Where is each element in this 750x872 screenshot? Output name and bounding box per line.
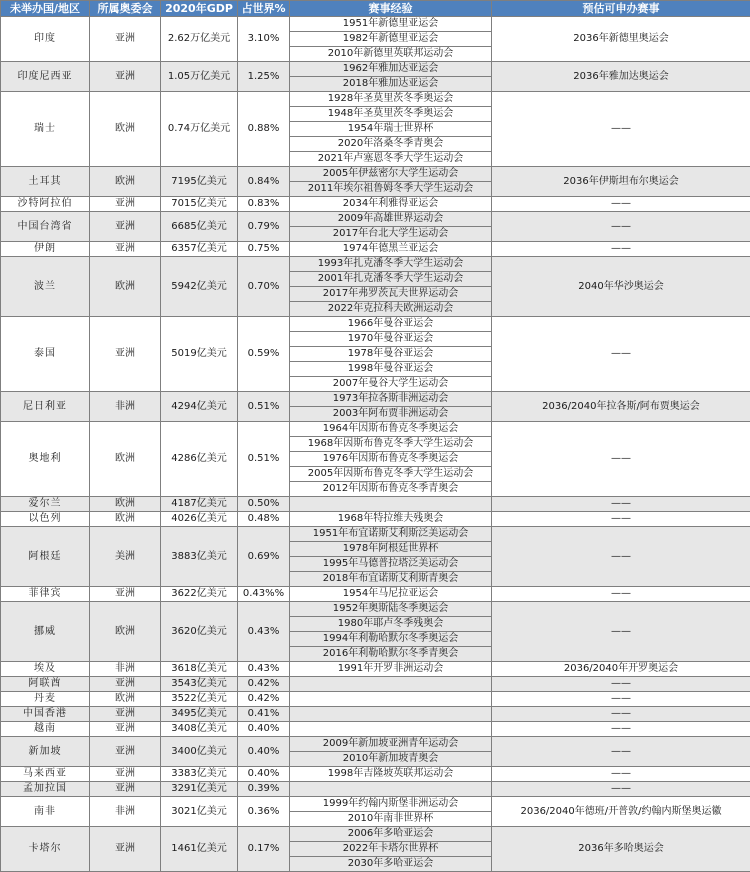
committee-cell: 亚洲 [90,212,161,242]
committee-cell: 亚洲 [90,707,161,722]
future-event-cell: —— [492,767,750,782]
event-cell: 2017年弗罗茨瓦夫世界运动会 [290,287,492,302]
event-cell: 1993年扎克潘冬季大学生运动会 [290,257,492,272]
future-event-cell: —— [492,92,750,167]
region-cell: 菲律宾 [1,587,90,602]
share-cell: 0.40% [238,737,290,767]
table-row [1,317,750,332]
table-row [1,212,750,227]
table-row [1,197,750,212]
share-cell: 0.48% [238,512,290,527]
committee-cell: 亚洲 [90,197,161,212]
future-event-cell: 2036年新德里奥运会 [492,17,750,62]
event-cell: 1928年圣莫里茨冬季奥运会 [290,92,492,107]
gdp-cell: 7015亿美元 [161,197,238,212]
table-row [1,62,750,77]
gdp-cell: 6685亿美元 [161,212,238,242]
gdp-cell: 7195亿美元 [161,167,238,197]
event-cell: 1976年因斯布鲁克冬季奥运会 [290,452,492,467]
event-cell: 1982年新德里亚运会 [290,32,492,47]
event-cell: 2001年扎克潘冬季大学生运动会 [290,272,492,287]
committee-cell: 欧洲 [90,167,161,197]
future-event-cell: —— [492,512,750,527]
event-cell: 2018年雅加达亚运会 [290,77,492,92]
event-cell: 2005年伊兹密尔大学生运动会 [290,167,492,182]
share-cell: 0.36% [238,797,290,827]
future-event-cell: 2036年多哈奥运会 [492,827,750,872]
event-cell: 2018年布宜诺斯艾利斯青奥会 [290,572,492,587]
event-cell: 2005年因斯布鲁克冬季大学生运动会 [290,467,492,482]
event-cell: 2017年台北大学生运动会 [290,227,492,242]
header-committee: 所属奥委会 [90,1,161,17]
future-event-cell: —— [492,722,750,737]
event-cell: 1980年耶卢冬季残奥会 [290,617,492,632]
table-row [1,602,750,617]
region-cell: 以色列 [1,512,90,527]
event-cell: 2016年利勒哈默尔冬季青奥会 [290,647,492,662]
committee-cell: 欧洲 [90,602,161,662]
region-cell: 埃及 [1,662,90,677]
event-cell [290,707,492,722]
region-cell: 新加坡 [1,737,90,767]
event-cell: 1952年奥斯陆冬季奥运会 [290,602,492,617]
region-cell: 沙特阿拉伯 [1,197,90,212]
region-cell: 阿联酋 [1,677,90,692]
committee-cell: 亚洲 [90,317,161,392]
gdp-cell: 2.62万亿美元 [161,17,238,62]
header-future: 预估可申办赛事 [492,1,750,17]
event-cell [290,677,492,692]
committee-cell: 亚洲 [90,242,161,257]
gdp-cell: 3400亿美元 [161,737,238,767]
header-row [1,1,750,17]
gdp-cell: 4187亿美元 [161,497,238,512]
event-cell: 1999年约翰内斯堡非洲运动会 [290,797,492,812]
share-cell: 0.50% [238,497,290,512]
event-cell: 1948年圣莫里茨冬季奥运会 [290,107,492,122]
future-event-cell: —— [492,677,750,692]
gdp-cell: 3622亿美元 [161,587,238,602]
share-cell: 1.25% [238,62,290,92]
region-cell: 印度尼西亚 [1,62,90,92]
share-cell: 0.39% [238,782,290,797]
event-cell: 2030年多哈亚运会 [290,857,492,872]
event-cell: 2020年洛桑冬季青奥会 [290,137,492,152]
share-cell: 0.70% [238,257,290,317]
region-cell: 孟加拉国 [1,782,90,797]
committee-cell: 欧洲 [90,422,161,497]
gdp-cell: 6357亿美元 [161,242,238,257]
committee-cell: 欧洲 [90,257,161,317]
committee-cell: 亚洲 [90,827,161,872]
gdp-cell: 1.05万亿美元 [161,62,238,92]
share-cell: 0.40% [238,767,290,782]
future-event-cell: —— [492,242,750,257]
table-row [1,662,750,677]
future-event-cell: —— [492,737,750,767]
event-cell: 1954年瑞士世界杯 [290,122,492,137]
gdp-cell: 5942亿美元 [161,257,238,317]
share-cell: 0.42% [238,692,290,707]
table-row [1,422,750,437]
share-cell: 0.69% [238,527,290,587]
committee-cell: 亚洲 [90,62,161,92]
future-event-cell: 2036/2040年拉各斯/阿布贾奥运会 [492,392,750,422]
region-cell: 挪威 [1,602,90,662]
event-cell: 1962年雅加达亚运会 [290,62,492,77]
event-cell: 2011年埃尔祖鲁姆冬季大学生运动会 [290,182,492,197]
committee-cell: 非洲 [90,797,161,827]
future-event-cell: —— [492,317,750,392]
future-event-cell: 2036年雅加达奥运会 [492,62,750,92]
future-event-cell: —— [492,422,750,497]
event-cell: 2022年克拉科夫欧洲运动会 [290,302,492,317]
gdp-cell: 3620亿美元 [161,602,238,662]
gdp-cell: 3522亿美元 [161,692,238,707]
committee-cell: 欧洲 [90,92,161,167]
event-cell: 1968年因斯布鲁克冬季大学生运动会 [290,437,492,452]
committee-cell: 亚洲 [90,17,161,62]
region-cell: 越南 [1,722,90,737]
table-row [1,257,750,272]
table-row [1,92,750,107]
region-cell: 中国香港 [1,707,90,722]
table-row [1,527,750,542]
event-cell [290,782,492,797]
share-cell: 0.43% [238,662,290,677]
table-row [1,767,750,782]
table-row [1,722,750,737]
committee-cell: 欧洲 [90,497,161,512]
future-event-cell: 2036/2040年开罗奥运会 [492,662,750,677]
table-row [1,782,750,797]
header-share: 占世界% [238,1,290,17]
committee-cell: 亚洲 [90,767,161,782]
gdp-cell: 3495亿美元 [161,707,238,722]
share-cell: 0.88% [238,92,290,167]
share-cell: 0.79% [238,212,290,242]
event-cell: 2010年南非世界杯 [290,812,492,827]
region-cell: 中国台湾省 [1,212,90,242]
gdp-cell: 3021亿美元 [161,797,238,827]
share-cell: 0.40% [238,722,290,737]
committee-cell: 亚洲 [90,677,161,692]
event-cell: 2006年多哈亚运会 [290,827,492,842]
gdp-cell: 5019亿美元 [161,317,238,392]
table-row [1,497,750,512]
event-cell: 1995年马德普拉塔泛美运动会 [290,557,492,572]
event-cell: 1994年利勒哈默尔冬季奥运会 [290,632,492,647]
future-event-cell: —— [492,527,750,587]
region-cell: 南非 [1,797,90,827]
future-event-cell: —— [492,212,750,242]
committee-cell: 亚洲 [90,782,161,797]
table-row [1,797,750,812]
gdp-cell: 3618亿美元 [161,662,238,677]
event-cell [290,722,492,737]
event-cell: 1991年开罗非洲运动会 [290,662,492,677]
future-event-cell: —— [492,497,750,512]
event-cell: 1998年吉隆坡英联邦运动会 [290,767,492,782]
future-event-cell: —— [492,692,750,707]
event-cell: 1968年特拉维夫残奥会 [290,512,492,527]
region-cell: 波兰 [1,257,90,317]
region-cell: 瑞士 [1,92,90,167]
table-row [1,587,750,602]
share-cell: 0.41% [238,707,290,722]
share-cell: 0.43% [238,602,290,662]
gdp-cell: 4294亿美元 [161,392,238,422]
table-row [1,167,750,182]
share-cell: 0.83% [238,197,290,212]
gdp-cell: 3383亿美元 [161,767,238,782]
event-cell: 2012年因斯布鲁克冬季青奥会 [290,482,492,497]
table-row [1,392,750,407]
gdp-cell: 0.74万亿美元 [161,92,238,167]
gdp-cell: 1461亿美元 [161,827,238,872]
region-cell: 爱尔兰 [1,497,90,512]
event-cell: 2010年新德里英联邦运动会 [290,47,492,62]
event-cell: 1978年阿根廷世界杯 [290,542,492,557]
share-cell: 0.43%% [238,587,290,602]
table-body [1,17,750,872]
header-region: 未举办国/地区 [1,1,90,17]
region-cell: 丹麦 [1,692,90,707]
event-cell: 1970年曼谷亚运会 [290,332,492,347]
event-cell [290,692,492,707]
region-cell: 阿根廷 [1,527,90,587]
gdp-cell: 3543亿美元 [161,677,238,692]
table-row [1,707,750,722]
table-row [1,677,750,692]
event-cell: 1951年新德里亚运会 [290,17,492,32]
event-cell: 1954年马尼拉亚运会 [290,587,492,602]
event-cell [290,497,492,512]
committee-cell: 亚洲 [90,722,161,737]
table-row [1,827,750,842]
table-row [1,737,750,752]
committee-cell: 亚洲 [90,587,161,602]
committee-cell: 欧洲 [90,512,161,527]
table-row [1,512,750,527]
gdp-cell: 3408亿美元 [161,722,238,737]
gdp-cell: 3291亿美元 [161,782,238,797]
committee-cell: 非洲 [90,662,161,677]
event-cell: 1964年因斯布鲁克冬季奥运会 [290,422,492,437]
future-event-cell: —— [492,602,750,662]
event-cell: 2009年新加坡亚洲青年运动会 [290,737,492,752]
event-cell: 1974年德黑兰亚运会 [290,242,492,257]
future-event-cell: 2036/2040年德班/开普敦/约翰内斯堡奥运徽 [492,797,750,827]
event-cell: 2003年阿布贾非洲运动会 [290,407,492,422]
event-cell: 2034年利雅得亚运会 [290,197,492,212]
event-cell: 2007年曼谷大学生运动会 [290,377,492,392]
committee-cell: 非洲 [90,392,161,422]
future-event-cell: —— [492,197,750,212]
future-event-cell: 2040年华沙奥运会 [492,257,750,317]
event-cell: 2022年卡塔尔世界杯 [290,842,492,857]
header-events: 赛事经验 [290,1,492,17]
region-cell: 土耳其 [1,167,90,197]
event-cell: 1951年布宜诺斯艾利斯泛美运动会 [290,527,492,542]
event-cell: 1973年拉各斯非洲运动会 [290,392,492,407]
committee-cell: 亚洲 [90,737,161,767]
table-row [1,242,750,257]
share-cell: 0.84% [238,167,290,197]
share-cell: 0.75% [238,242,290,257]
header-gdp: 2020年GDP [161,1,238,17]
future-event-cell: 2036年伊斯坦布尔奥运会 [492,167,750,197]
committee-cell: 欧洲 [90,692,161,707]
event-cell: 2021年卢塞恩冬季大学生运动会 [290,152,492,167]
table-row [1,692,750,707]
event-cell: 2010年新加坡青奥会 [290,752,492,767]
gdp-cell: 4026亿美元 [161,512,238,527]
region-cell: 伊朗 [1,242,90,257]
gdp-cell: 3883亿美元 [161,527,238,587]
region-cell: 马来西亚 [1,767,90,782]
future-event-cell: —— [492,782,750,797]
event-cell: 1966年曼谷亚运会 [290,317,492,332]
gdp-cell: 4286亿美元 [161,422,238,497]
future-event-cell: —— [492,707,750,722]
event-cell: 1978年曼谷亚运会 [290,347,492,362]
share-cell: 3.10% [238,17,290,62]
share-cell: 0.42% [238,677,290,692]
region-cell: 泰国 [1,317,90,392]
table-row [1,17,750,32]
future-event-cell: —— [492,587,750,602]
event-cell: 1998年曼谷亚运会 [290,362,492,377]
share-cell: 0.51% [238,392,290,422]
region-cell: 印度 [1,17,90,62]
share-cell: 0.59% [238,317,290,392]
region-cell: 奥地利 [1,422,90,497]
share-cell: 0.17% [238,827,290,872]
region-cell: 尼日利亚 [1,392,90,422]
share-cell: 0.51% [238,422,290,497]
event-cell: 2009年高雄世界运动会 [290,212,492,227]
region-cell: 卡塔尔 [1,827,90,872]
committee-cell: 美洲 [90,527,161,587]
